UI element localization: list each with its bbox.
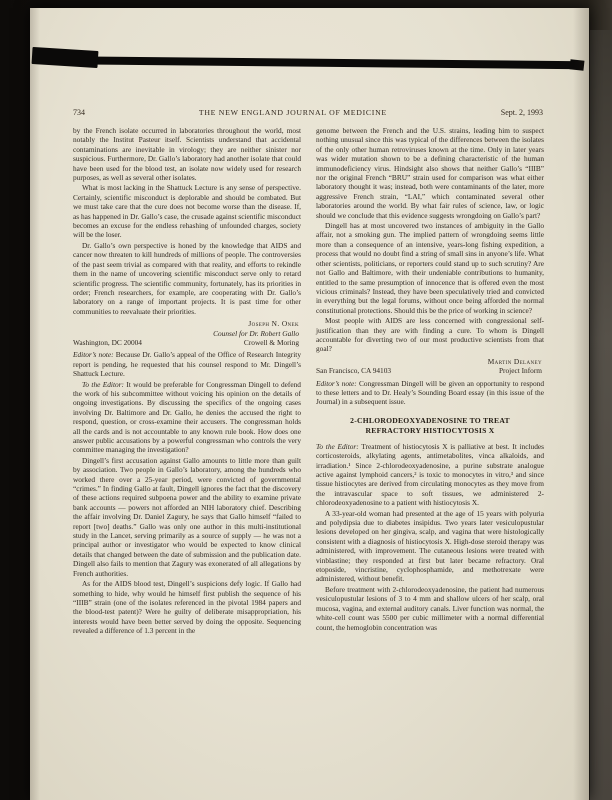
tape-artifact-end (570, 59, 585, 70)
paragraph: Dingell has at most uncovered two instances of ambiguity in the Gallo affair, not a smoking gun. The implied pattern of wrongdoing seems little more than a consequence of an intensive, years-long fishing expedition, a process that would no doubt find a string of small sins in anyone’s life. What other scientists, politicians, or reporters could stand up to such scrutiny? Are not Gallo and Baltimore, with their undeniable contributions to humanity, entitled to the same presumption of innocence that is offered even the most vicious criminals? Instead, they have been speculatively tried and convicted in everything but the legal forums, without once being afforded the normal constitutional protections. Should this be the price of working in science? (316, 221, 544, 315)
section-heading-line1: 2-CHLORODEOXYADENOSINE TO TREAT (350, 415, 510, 425)
editors-note-label: Editor’s note: (316, 378, 357, 388)
letter-lead: To the Editor: (82, 379, 124, 389)
signature-location: San Francisco, CA 94103 (316, 366, 392, 376)
paragraph: Dingell’s first accusation against Gallo amounts to little more than guilt by association. Two people in Gallo’s laboratory, among the hundreds who worked there over a 25-year period, were convicted of governmental “crimes.” In finding Gallo at fault, Dingell ignores the fact that the discovery of these actions required subpoena power and the ability to examine private bank accounts — powers not afforded an NIH laboratory chief. Describing the affair involving Dr. Daniel Zagury, he says that Gallo himself “failed to report [two] deaths.” Gallo was only one author in this multi-institutional study in the Lancet, serving primarily as a source of supply — he was not a principal author or investigator who would be expected to know clinical details that changed between the date of submission and the publication date. Dingell also fails to mention that Zagury was exonerated of all allegations by French authorities. (73, 455, 301, 578)
letter-signature (73, 319, 299, 347)
letter-opening (73, 380, 301, 455)
two-column-body (73, 126, 544, 637)
editors-note-text: Congressman Dingell will be given an opportunity to respond to these letters and to Dr. Healy’s Sounding Board essay (in this issue of the Journal) in a subsequent issue. (316, 378, 544, 407)
letter-opening (316, 442, 544, 508)
letter-body: It would be preferable for Congressman Dingell to defend the work of his subcommittee without voicing his opinion on the details of ongoing investigations. By discussing the specifics of the ongoing cases involving Dr. Baltimore and Dr. Gallo, he denies the accused the right to respond, question, or cross-examine their accusers. The congressman holds all the cards and is not accountable to any known rule book. How does one answer public accusations by a powerful congressman who controls the very committee managing the investigation? (73, 379, 301, 455)
tape-artifact-bar (34, 56, 582, 69)
editors-note (73, 350, 301, 378)
paragraph: As for the AIDS blood test, Dingell’s suspicions defy logic. If Gallo had something to hide, why would he himself first publish the sequence of his “IIIB” strain (one of the isolates referenced in the pivotal 1984 papers and the blood-test patent)? Were he guilty of deliberate misappropriation, his interests would have been better served by doing the opposite. Sequencing revealed a difference of 1.3 percent in the (73, 579, 301, 636)
signature-location: Washington, DC 20004 (73, 337, 142, 347)
paragraph: A 33-year-old woman had presented at the age of 15 years with polyuria and polydipsia due to diabetes insipidus. Two years later vesiculopustular lesions developed on her gingiva, scalp, and vagina that were histologically consistent with a diagnosis of histiocytosis X. High-dose steroid therapy was administered, with improvement. The cutaneous lesions were treated with vinblastine; they responded at first but later became refractory. Oral etoposide, vincristine, cyclophosphamide, and methotrexate were administered, without benefit. (316, 508, 544, 584)
journal-page (30, 8, 589, 800)
paragraph: genome between the French and the U.S. strains, leading him to suspect nothing unusual since this was typical of the differences between the isolates of the only other human retroviruses known at the time. Only in later years was wider mutation shown to be a defining characteristic of the human immunodeficiency virus. Hindsight also shows that neither Gallo’s “IIIB” nor the original French “BRU” strain used for comparison was what either laboratory thought it was; instead, both were contaminants of the later, more aggressive French strain, “LAI,” which contaminated several other laboratories around the world. By what fair rules of science, law, or logic should we conclude that this evidence suggests wrongdoing on Gallo’s part? (316, 126, 544, 220)
paragraph: What is most lacking in the Shattuck Lecture is any sense of perspective. Certainly, scientific misconduct is deplorable and should be combated. But we must take care that the cure does not become worse than the disease. If, as has happened in Dr. Gallo’s case, the crusade against scientific misconduct becomes an excuse for the endless rehashing of unfounded charges, society will be the loser. (73, 183, 301, 240)
signature-name: Martin Delaney (487, 356, 542, 366)
signature-name: Joseph N. Onek (248, 319, 299, 329)
letter-lead: To the Editor: (316, 441, 359, 451)
left-column (73, 126, 301, 637)
journal-title: THE NEW ENGLAND JOURNAL OF MEDICINE (198, 108, 387, 117)
section-heading (322, 416, 538, 436)
section-heading-line2: REFRACTORY HISTIOCYTOSIS X (365, 425, 495, 435)
editors-note-label: Editor’s note: (73, 350, 114, 360)
signature-role: Counsel for Dr. Robert Gallo (213, 328, 299, 338)
issue-date: Sept. 2, 1993 (500, 108, 543, 117)
right-column (316, 126, 544, 637)
paragraph: Dr. Gallo’s own perspective is honed by the knowledge that AIDS and cancer now threaten to kill hundreds of millions of people. The controversies of the past seem trivial as compared with that reality, and efforts to rekindle them in the name of uncovering scientific misconduct serve only to retard scientific progress. The scientific community, fortunately, has its priorities in order; French researchers, for example, are cooperating with Dr. Gallo’s laboratory on a range of important projects. It is past time for other communities to reevaluate their priorities. (73, 240, 301, 316)
editors-note (316, 379, 544, 407)
paragraph: by the French isolate occurred in laboratories throughout the world, most notably the Institut Pasteur itself. Scientists understand that accidental contaminations are inevitable in virology; they are neither sinister nor suspicious. Furthermore, Dr. Gallo’s laboratory had another isolate that could have been used for the blood test, an isolate now widely used for research purposes, as well as several other isolates. (73, 126, 301, 183)
scan-edge-strip (590, 30, 612, 800)
letter-body: Treatment of histiocytosis X is palliative at best. It includes corticosteroids, alkylating agents, antimetabolites, vinca alkaloids, and irradiation.¹ Since 2-chlorodeoxyadenosine, a purine substrate analogue active against lymphoid cancers,² is toxic to monocytes in vitro,³ and since tissue histiocytes are derived from circulating monocytes as they move from the intravascular space to soft tissues, we administered 2-chlorodeoxyadenosine to a patient with histiocytosis X. (316, 441, 544, 508)
paragraph: Most people with AIDS are less concerned with congressional self-justification than they are with finding a cure. To whom is Dingell accountable for diverting two of our most productive scientists from that goal? (316, 316, 544, 354)
signature-org: Project Inform (498, 366, 542, 376)
paragraph: Before treatment with 2-chlorodeoxyadenosine, the patient had numerous vesiculopustular lesions of 3 to 4 mm and shallow ulcers of her scalp, oral mucosa, vagina, and external auditory canals. Liver function was normal, the white-cell count was 5500 per cubic millimeter with a normal differential count, the hemoglobin concentration was (316, 584, 544, 632)
letter-signature (316, 357, 542, 376)
editors-note-text: Because Dr. Gallo’s appeal of the Office of Research Integrity report is pending, he requested that his counsel respond to Mr. Dingell’s Shattuck Lecture. (73, 350, 301, 379)
signature-firm: Crowell & Moring (243, 337, 299, 347)
running-header (73, 108, 543, 117)
tape-artifact-blob (32, 47, 99, 68)
page-number: 734 (73, 108, 85, 117)
